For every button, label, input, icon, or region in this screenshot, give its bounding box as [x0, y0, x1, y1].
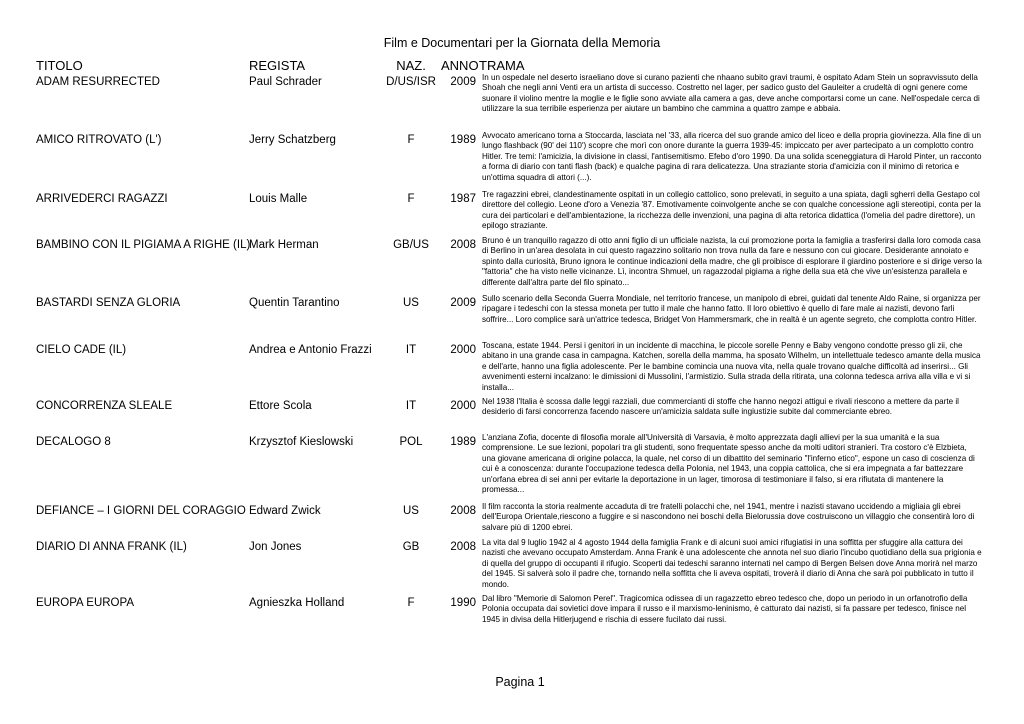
film-title: ADAM RESURRECTED: [36, 76, 160, 88]
film-title: BASTARDI SENZA GLORIA: [36, 297, 181, 309]
film-country: F: [407, 134, 415, 146]
film-year: 2009: [450, 297, 476, 309]
film-plot: Dal libro "Memorie di Salomon Perel". Tragicomica odissea di un ragazzetto ebreo tedesco che, dopo un periodo in un orfanotrofio della Polonia occupata dai sovietici dove impara il russo e il marxismo-leninismo, è catturato dai nazisti, si fa passare per tedesco, finisce nel 1945 in divisa della Hitlerjugend e rischia di essere fucilato dai russi.: [482, 594, 968, 624]
film-year: 2000: [450, 400, 476, 412]
film-year: 2008: [450, 541, 476, 553]
film-year: 1987: [450, 193, 476, 205]
film-director: Quentin Tarantino: [249, 297, 340, 309]
film-country: US: [403, 505, 419, 517]
film-title: DIARIO DI ANNA FRANK (IL): [36, 541, 187, 553]
film-title: CONCORRENZA SLEALE: [36, 400, 173, 412]
film-director: Jerry Schatzberg: [249, 134, 336, 146]
document-title: Film e Documentari per la Giornata della Memoria: [383, 36, 661, 50]
film-plot: Sullo scenario della Seconda Guerra Mondiale, nel territorio francese, un manipolo di ebrei, guidati dal tenente Aldo Raine, si organizza per ripagare i tedeschi con la stessa moneta per tutto il male che hanno fatto. Il loro obiettivo è quello di fare male ai nazisti, devono farli soffrire... Loro complice sarà un'attrice tedesca, Bridget Von Hammersmark, che in realtà è un agente segreto, che complotta contro Hitler.: [482, 294, 981, 324]
column-header-director: REGISTA: [249, 58, 306, 73]
film-title: DECALOGO 8: [36, 436, 111, 448]
column-header-title: TITOLO: [36, 58, 83, 73]
film-country: GB: [402, 541, 420, 553]
film-director: Ettore Scola: [249, 400, 312, 412]
film-title: ARRIVEDERCI RAGAZZI: [36, 193, 168, 205]
film-director: Agnieszka Holland: [249, 597, 345, 609]
film-plot: L'anziana Zofia, docente di filosofia morale all'Università di Varsavia, è molto apprezzata dagli allievi per la sua umanità e la sua comprensione. Le sue lezioni, popolari tra gli studenti, sono frequentate spesso anche da molti uditori stranieri. Tra costoro c'è Elzbieta, una giovane americana di origine polacca, la quale, nel corso di un dibattito del seminario "l'inferno etico", espone un caso di coscienza di cui è a conoscenza: durante l'occupazione tedesca della Polonia, nel 1943, una coppia cattolica, che si era impegnata a far battezzare un'orfana ebrea di sei anni per evitarle la deportazione in un lager, timorosa di testimoniare il falso, si era rifiutata di mantenere la promessa...: [482, 433, 975, 495]
film-year: 1989: [450, 436, 476, 448]
film-year: 1990: [450, 597, 476, 609]
film-country: F: [407, 597, 415, 609]
film-director: Edward Zwick: [249, 505, 321, 517]
film-year: 2008: [450, 239, 476, 251]
film-plot: Toscana, estate 1944. Persi i genitori in un incidente di macchina, le piccole sorelle Penny e Baby vengono condotte presso gli zii, che abitano in una grande casa in campagna. Katchen, sorella della mamma, ha sposato Wilhelm, un intellettuale tedesco amante della musica e dell'arte, hanno una figlia adolescente. Per le bambine comincia una nuova vita, nella quale trovano qualche difficoltà ad inserirsi... Gli avvenimenti esterni incalzano: le dimissioni di Mussolini, l'armistizio. Sulla strada della ritirata, una colonna tedesca arriva alla villa e vi si installa...: [482, 341, 981, 392]
column-header-plot: TRAMA: [479, 58, 525, 73]
film-country: F: [407, 193, 415, 205]
film-country: GB/US: [393, 239, 429, 251]
film-plot: Il film racconta la storia realmente accaduta di tre fratelli polacchi che, nel 1941, mentre i nazisti stavano uccidendo a migliaia gli ebrei dell'Europa Orientale,riescono a fuggire e si nascondono nei boschi della Bielorussia dove costruiscono un villaggio che consentirà loro di salvare più di 1200 ebrei.: [482, 502, 975, 532]
film-country: D/US/ISR: [386, 76, 436, 88]
film-country: POL: [399, 436, 423, 448]
page-number: Pagina 1: [495, 675, 545, 689]
column-header-year: ANNO: [441, 58, 479, 73]
film-year: 2000: [450, 344, 476, 356]
film-plot: La vita dal 9 luglio 1942 al 4 agosto 1944 della famiglia Frank e di alcuni suoi amici rifugiatisi in una soffitta per sfuggire alla cattura dei nazisti che avevano occupato Amsterdam. Anna Frank è una adolescente che annota nel suo diario l'incubo quotidiano della sua prigionia e di quella del gruppo di occupanti il rifugio. Scoperti dai tedeschi saranno internati nel campo di Bergen Belsen dove Anna morirà nel marzo del 1945. Si salverà solo il padre che, tornando nella soffitta che li aveva ospitati, troverà il diario di Anna che sarà poi pubblicato in tutto il mondo.: [482, 538, 982, 589]
film-year: 2009: [450, 76, 476, 88]
film-plot: In un ospedale nel deserto israeliano dove si curano pazienti che nhaano subito gravi traumi, è ospitato Adam Stein un sopravvissuto della Shoah che negli anni Venti era un artista di successo. Costretto nel lager, per sadico gusto del Gauleiter a crudeltà di ogni genere come suonare il violino mentre la moglie e le figlie sono avviate alla camera a gas, deve anche comportarsi come un cane. Nell'ospedale cerca di utilizzare la sua terribile esperienza per aiutare un bambino che cammina a quattro zampe e abbaia.: [482, 73, 980, 114]
film-director: Krzysztof Kieslowski: [249, 436, 354, 448]
film-country: IT: [405, 400, 417, 412]
film-country: IT: [405, 344, 417, 356]
film-director: Paul Schrader: [249, 76, 322, 88]
film-director: Louis Malle: [249, 193, 308, 205]
film-director: Mark Herman: [249, 239, 319, 251]
film-title: EUROPA EUROPA: [36, 597, 134, 609]
film-title: CIELO CADE (IL): [36, 344, 127, 356]
film-director: Andrea e Antonio Frazzi: [249, 344, 372, 356]
film-plot: Bruno è un tranquillo ragazzo di otto anni figlio di un ufficiale nazista, la cui promozione porta la famiglia a trasferirsi dalla loro comoda casa di Berlino in un'area desolata in cui questo ragazzino solitario non trova nulla da fare e nessuno con cui giocare. Desiderante annoiato e spinto dalla curiosità, Bruno ignora le continue indicazioni della madre, che gli proibisce di esplorare il giardino posteriore e si dirige verso la "fattoria" che ha visto nelle vicinanze. Lì, incontra Shmuel, un ragazzodal pigiama a righe della sua età che vive un'esistenza parallela e differente dall'altra parte del filo spinato...: [482, 236, 982, 287]
film-title: DEFIANCE – I GIORNI DEL CORAGGIO: [36, 505, 246, 517]
film-director: Jon Jones: [249, 541, 302, 553]
column-header-country: NAZ.: [396, 58, 426, 73]
film-plot: Avvocato americano torna a Stoccarda, lasciata nel '33, alla ricerca del suo grande amico del liceo e della propria giovinezza. Alla fine di un lungo flashback (90' dei 110') scopre che morì con onore durante la guerra 1939-45: impiccato per aver partecipato a un complotto contro Hitler. Tre temi: l'amicizia, la divisione in classi, l'antisemitismo. Efebo d'oro 1990. Da una solida sceneggiatura di Harold Pinter, un racconto a forma di diario con tanti flash (back) e qualche pagina di rara delicatezza. Una straziante storia d'amicizia con il minimo di retorica e un'ottima squadra di attori (...).: [482, 131, 982, 182]
film-year: 1989: [450, 134, 476, 146]
film-title: AMICO RITROVATO (L'): [36, 134, 162, 146]
film-plot: Tre ragazzini ebrei, clandestinamente ospitati in un collegio cattolico, sono prelevati, in seguito a una spiata, dagli sgherri della Gestapo col direttore del collegio. Leone d'oro a Venezia '87. Emotivamente coinvolgente anche se con qualche concessione agli stereotipi, conta per la cura dei particolari e dell'ambientazione, la ricchezza delle invenzioni, una pagina di alta retorica didattica (l'omelia del padre direttore), un epilogo straziante.: [482, 190, 981, 231]
film-plot: Nel 1938 l'Italia è scossa dalle leggi razziali, due commercianti di stoffe che hanno negozi attigui e rivali riescono a mettere da parte il desiderio di farsi concorrenza facendo nascere un'amicizia saldata sulle ingiustizie subite dal commerciante ebreo.: [482, 397, 959, 417]
film-year: 2008: [450, 505, 476, 517]
film-country: US: [403, 297, 419, 309]
film-title: BAMBINO CON IL PIGIAMA A RIGHE (IL): [36, 239, 251, 251]
